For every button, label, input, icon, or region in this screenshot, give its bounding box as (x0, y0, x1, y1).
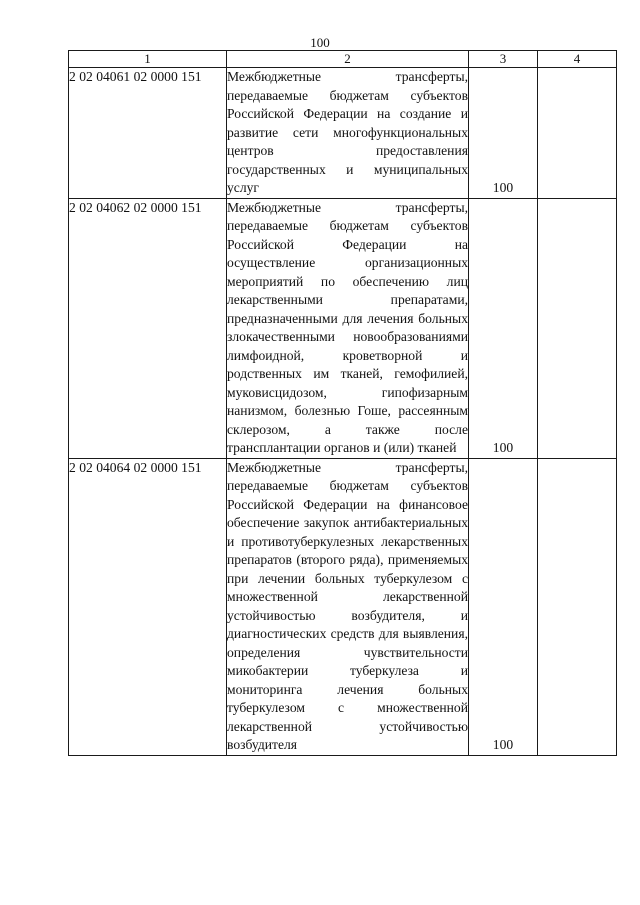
income-description: Межбюджетные трансферты, передаваемые бюджетам субъектов Российской Федерации на создание и развитие сети многофункциональных центров предоставления государственных и муниципальных услуг (227, 68, 469, 199)
budget-table (68, 50, 617, 756)
normative-percent: 100 (469, 458, 538, 755)
classification-code: 2 02 04064 02 0000 151 (69, 458, 227, 755)
table-row (69, 458, 617, 755)
column-4-cell (538, 198, 617, 458)
normative-percent: 100 (469, 68, 538, 199)
column-header-2: 2 (227, 51, 469, 68)
column-4-cell (538, 68, 617, 199)
page-number: 100 (310, 35, 330, 50)
table-row (69, 68, 617, 199)
column-4-cell (538, 458, 617, 755)
column-header-4: 4 (538, 51, 617, 68)
income-description: Межбюджетные трансферты, передаваемые бюджетам субъектов Российской Федерации на финансовое обеспечение закупок антибактериальных и противотуберкулезных лекарственных препаратов (второго ряда), применяемых при лечении больных туберкулезом с множественной лекарственной устойчивостью возбудителя, и диагностических средств для выявления, определения чувствительности микобактерии туберкулеза и мониторинга лечения больных туберкулезом с множественной лекарственной устойчивостью возбудителя (227, 458, 469, 755)
column-header-1: 1 (69, 51, 227, 68)
header-row (69, 51, 617, 68)
income-description: Межбюджетные трансферты, передаваемые бюджетам субъектов Российской Федерации на осуществление организационных мероприятий по обеспечению лиц лекарственными препаратами, предназначенными для лечения больных злокачественными новообразованиями лимфоидной, кроветворной и родственных им тканей, гемофилией, муковисцидозом, гипофизарным нанизмом, болезнью Гоше, рассеянным склерозом, а также после трансплантации органов и (или) тканей (227, 198, 469, 458)
normative-percent: 100 (469, 198, 538, 458)
column-header-3: 3 (469, 51, 538, 68)
classification-code: 2 02 04062 02 0000 151 (69, 198, 227, 458)
classification-code: 2 02 04061 02 0000 151 (69, 68, 227, 199)
table-row (69, 198, 617, 458)
